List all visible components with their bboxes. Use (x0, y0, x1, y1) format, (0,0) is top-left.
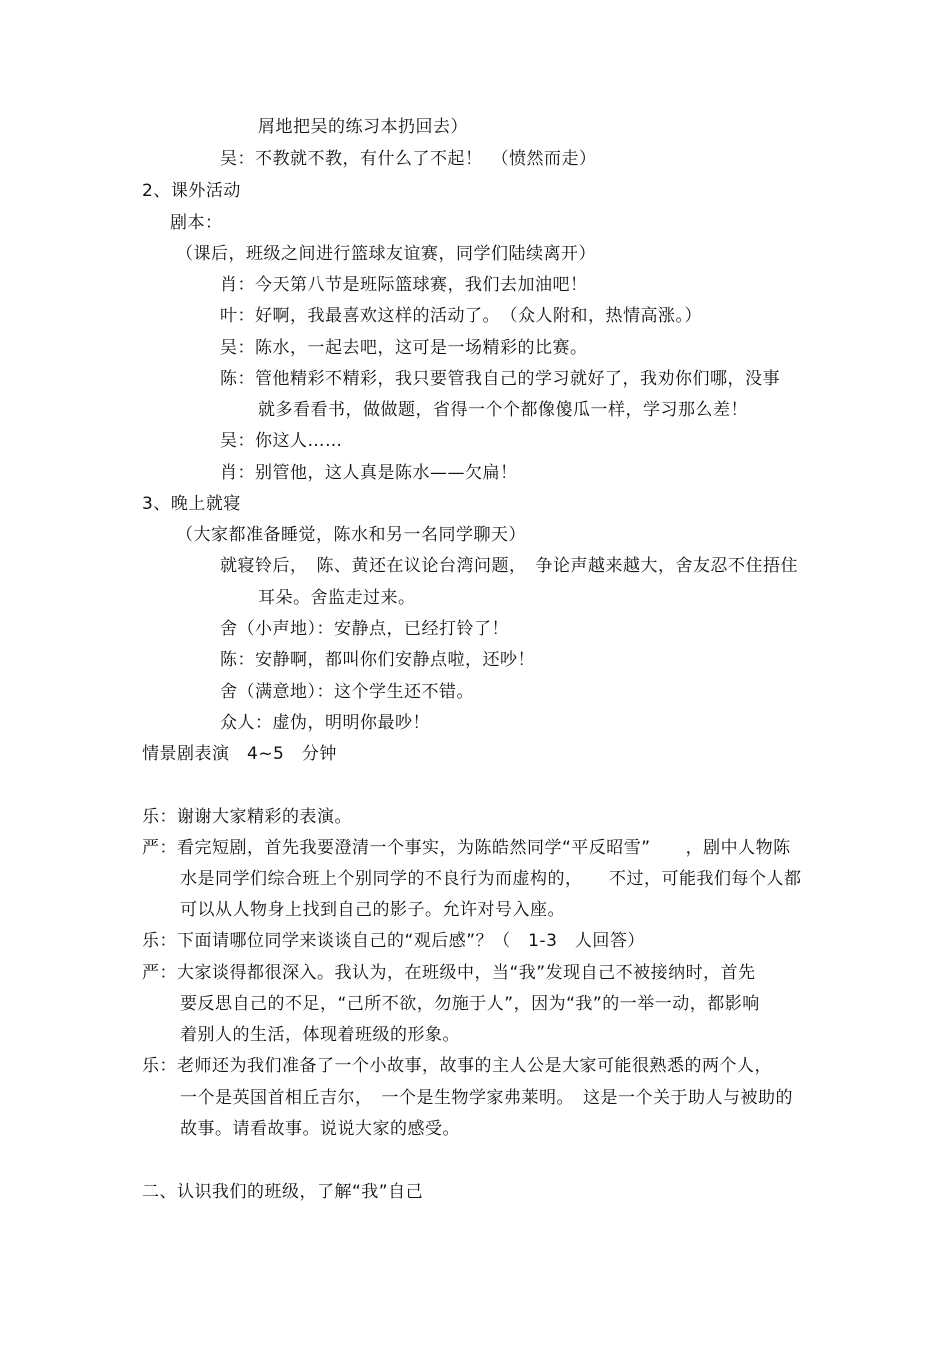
text-line: 严：看完短剧，首先我要澄清一个事实，为陈皓然同学“平反昭雪” ，剧中人物陈 (142, 838, 791, 858)
section-heading: 二、认识我们的班级，了解“我”自己 (142, 1182, 424, 1202)
text-line: 一个是英国首相丘吉尔， 一个是生物学家弗莱明。 这是一个关于助人与被助的 (180, 1088, 793, 1108)
text-line: 舍（小声地）：安静点，已经打铃了！ (220, 619, 509, 639)
text-line: 肖：今天第八节是班际篮球赛，我们去加油吧！ (220, 275, 588, 295)
text-line: （大家都准备睡觉，陈水和另一名同学聊天） (176, 525, 526, 545)
text-line: 可以从人物身上找到自己的影子。允许对号入座。 (180, 900, 565, 920)
text-line: 耳朵。舍监走过来。 (258, 588, 416, 608)
text-line: 陈：管他精彩不精彩，我只要管我自己的学习就好了，我劝你们哪，没事 (220, 369, 780, 389)
text-line: 要反思自己的不足，“己所不欲，勿施于人”，因为“我”的一举一动，都影响 (180, 994, 760, 1014)
text-line: 乐：下面请哪位同学来谈谈自己的“观后感”？（ 1-3 人回答） (142, 931, 645, 951)
text-line: 屑地把吴的练习本扔回去） (258, 117, 468, 137)
text-line: 众人：虚伪，明明你最吵！ (220, 713, 430, 733)
text-line: 陈：安静啊，都叫你们安静点啦，还吵！ (220, 650, 535, 670)
text-line: 叶：好啊，我最喜欢这样的活动了。 （众人附和，热情高涨。） (220, 306, 702, 326)
text-line: 着别人的生活，体现着班级的形象。 (180, 1025, 460, 1045)
text-line: 水是同学们综合班上个别同学的不良行为而虚构的， 不过，可能我们每个人都 (180, 869, 802, 889)
section-heading: 2、课外活动 (142, 181, 241, 201)
text-line: 乐：谢谢大家精彩的表演。 (142, 807, 352, 827)
text-line: 情景剧表演 4~5 分钟 (142, 744, 337, 764)
text-line: 吴：你这人…… (220, 431, 343, 451)
text-line: 剧本： (170, 213, 223, 233)
text-line: 吴：不教就不教，有什么了不起！ （愤然而走） (220, 149, 597, 169)
text-line: 故事。请看故事。说说大家的感受。 (180, 1119, 460, 1139)
section-heading: 3、晚上就寝 (142, 494, 241, 514)
text-line: 舍（满意地）：这个学生还不错。 (220, 682, 474, 702)
text-line: （课后，班级之间进行篮球友谊赛，同学们陆续离开） (176, 244, 596, 264)
text-line: 就寝铃后， 陈、黄还在议论台湾问题， 争论声越来越大，舍友忍不住捂住 (220, 556, 798, 576)
text-line: 肖：别管他，这人真是陈水——欠扁！ (220, 463, 518, 483)
text-line: 乐：老师还为我们准备了一个小故事，故事的主人公是大家可能很熟悉的两个人， (142, 1056, 772, 1076)
text-line: 吴：陈水，一起去吧，这可是一场精彩的比赛。 (220, 338, 588, 358)
text-line: 严：大家谈得都很深入。我认为，在班级中，当“我”发现自己不被接纳时，首先 (142, 963, 756, 983)
text-line: 就多看看书，做做题，省得一个个都像傻瓜一样，学习那么差！ (258, 400, 748, 420)
